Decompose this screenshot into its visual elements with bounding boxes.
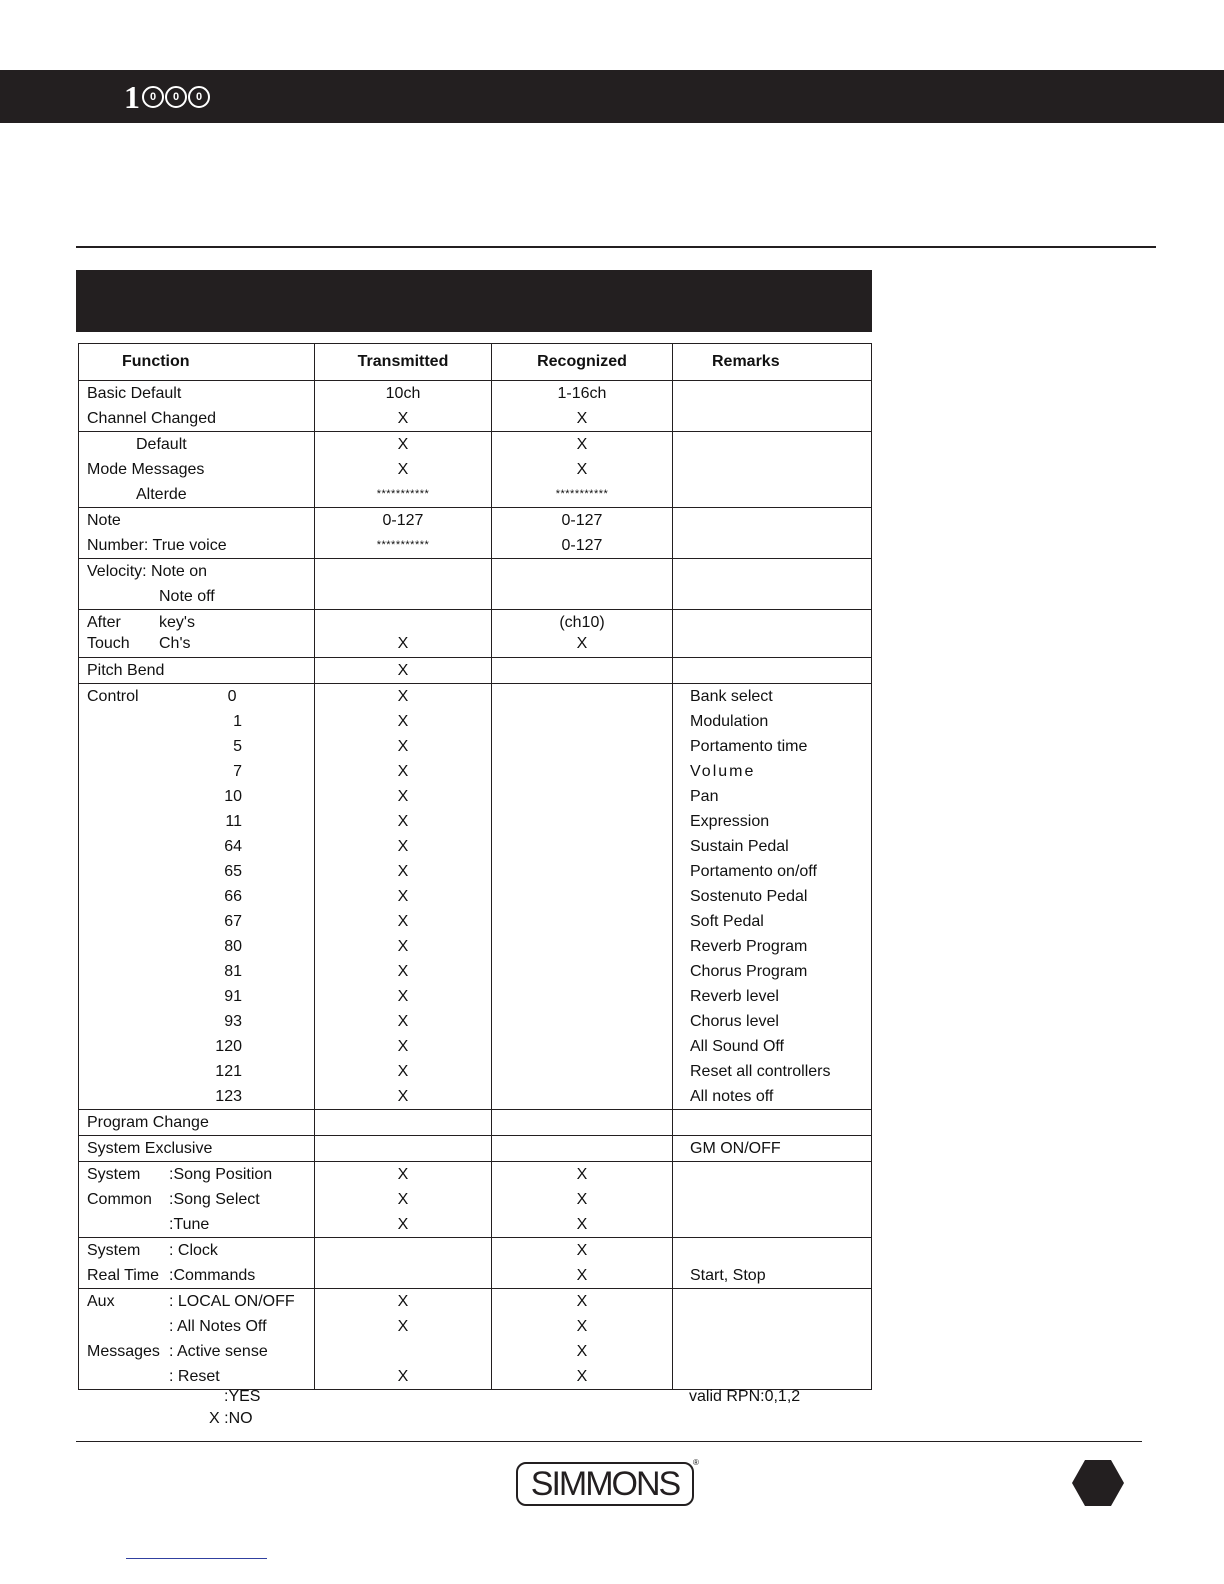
- rx-value: X: [576, 410, 588, 427]
- tx-value: X: [397, 1088, 409, 1105]
- product-logo: [124, 79, 210, 115]
- tx-value: X: [397, 1013, 409, 1030]
- rx-value: X: [576, 1267, 588, 1284]
- footer-link-rule: [126, 1558, 267, 1559]
- page-number-badge: [1072, 1460, 1124, 1506]
- row-label: System Exclusive: [87, 1140, 213, 1157]
- table-row-velocity: [79, 559, 872, 610]
- table-row-note-number: [79, 508, 872, 559]
- table-row-program-change: [79, 1110, 872, 1136]
- tx-value: X: [397, 1063, 409, 1080]
- tx-value: [315, 1339, 491, 1364]
- remark: All notes off: [690, 1088, 774, 1105]
- legend-rpn-note: valid RPN:0,1,2: [689, 1388, 801, 1405]
- control-number: 123: [215, 1088, 242, 1105]
- row-label: Basic Default: [87, 385, 182, 402]
- logo-ring: 0: [142, 86, 164, 108]
- tx-value: ***********: [376, 539, 430, 551]
- remark: [673, 1238, 871, 1263]
- rx-value: X: [576, 461, 588, 478]
- rx-value: X: [576, 1191, 588, 1208]
- rx-value: X: [576, 1216, 588, 1233]
- rx-value: ***********: [555, 488, 609, 500]
- tx-value: [315, 610, 491, 635]
- control-number: 11: [225, 813, 242, 830]
- rx-value: X: [576, 635, 588, 652]
- col-header-recognized: Recognized: [492, 344, 673, 381]
- row-label: After key's: [87, 614, 195, 631]
- tx-value: X: [397, 1191, 409, 1208]
- remark: All Sound Off: [690, 1038, 784, 1055]
- remark: Pan: [690, 788, 719, 805]
- control-number: 121: [215, 1063, 242, 1080]
- table-row-system-realtime: [79, 1238, 872, 1289]
- section-title-bar: [76, 270, 872, 332]
- remark: Reset all controllers: [690, 1063, 831, 1080]
- remark: Volume: [690, 763, 756, 780]
- rx-value: X: [576, 1242, 588, 1259]
- tx-value: X: [397, 662, 409, 679]
- tx-value: X: [397, 938, 409, 955]
- control-number: 81: [224, 963, 242, 980]
- control-number: 5: [233, 738, 242, 755]
- tx-value: X: [397, 838, 409, 855]
- tx-value: X: [397, 738, 409, 755]
- remark: Chorus level: [690, 1013, 779, 1030]
- brand-logo: SIMMONS: [516, 1462, 694, 1506]
- tx-value: X: [397, 1318, 409, 1335]
- header-bar: [0, 70, 1224, 123]
- row-label: System : Clock: [87, 1242, 218, 1259]
- row-label: Aux : LOCAL ON/OFF: [87, 1293, 295, 1310]
- control-number: 10: [224, 788, 242, 805]
- tx-value: 0-127: [382, 512, 424, 529]
- logo-ring: 0: [188, 86, 210, 108]
- row-label: Program Change: [87, 1114, 209, 1131]
- rx-value: X: [576, 1343, 588, 1360]
- tx-value: X: [397, 788, 409, 805]
- control-number: 66: [224, 888, 242, 905]
- remark: Portamento time: [690, 738, 808, 755]
- row-label: Note off: [159, 588, 215, 605]
- remark: Reverb Program: [690, 938, 808, 955]
- header-row: [79, 344, 872, 381]
- row-label: : Reset: [169, 1368, 220, 1385]
- tx-value: X: [397, 410, 409, 427]
- tx-value: 10ch: [385, 385, 421, 402]
- tx-value: X: [397, 863, 409, 880]
- remark: Reverb level: [690, 988, 779, 1005]
- remark: Start, Stop: [690, 1267, 766, 1284]
- tx-value: X: [397, 988, 409, 1005]
- row-label: Messages : Active sense: [87, 1343, 268, 1360]
- table-row-basic-channel: [79, 381, 872, 432]
- top-divider: [76, 246, 1156, 248]
- table-row-mode: [79, 432, 872, 508]
- rx-value: X: [576, 1293, 588, 1310]
- rx-value: 1-16ch: [557, 385, 607, 402]
- rx-value: (ch10): [559, 614, 605, 631]
- row-label: Common :Song Select: [87, 1191, 260, 1208]
- remark: Sostenuto Pedal: [690, 888, 808, 905]
- row-label: Velocity: Note on: [87, 563, 208, 580]
- tx-value: X: [397, 913, 409, 930]
- row-label: Channel Changed: [87, 410, 216, 427]
- row-label: Touch Ch's: [87, 635, 191, 652]
- row-label: Note: [87, 512, 121, 529]
- row-label: Real Time :Commands: [87, 1267, 256, 1284]
- table-row-pitch-bend: [79, 658, 872, 684]
- tx-value: X: [397, 713, 409, 730]
- control-number: 120: [215, 1038, 242, 1055]
- tx-value: X: [397, 1038, 409, 1055]
- table-row-aux-messages: [79, 1289, 872, 1390]
- tx-value: X: [397, 763, 409, 780]
- rx-value: 0-127: [561, 512, 603, 529]
- tx-value: X: [397, 461, 409, 478]
- tx-value: X: [397, 1166, 409, 1183]
- remark: Portamento on/off: [690, 863, 817, 880]
- rx-value: X: [576, 1368, 588, 1385]
- table-row-system-exclusive: [79, 1136, 872, 1162]
- table-row-control: [79, 684, 872, 1110]
- row-label: :Tune: [169, 1216, 210, 1233]
- bottom-divider: [76, 1441, 1142, 1442]
- control-number: 64: [224, 838, 242, 855]
- remark: Soft Pedal: [690, 913, 764, 930]
- col-header-remarks: Remarks: [673, 344, 872, 381]
- remark: Chorus Program: [690, 963, 808, 980]
- row-label: Number: True voice: [87, 537, 227, 554]
- control-number: 91: [224, 988, 242, 1005]
- tx-value: X: [397, 1216, 409, 1233]
- logo-ring: 0: [165, 86, 187, 108]
- registered-mark: ®: [693, 1458, 699, 1467]
- control-number: 67: [224, 913, 242, 930]
- tx-value: ***********: [376, 488, 430, 500]
- legend-no: X :NO: [209, 1410, 253, 1427]
- logo-digit: 1: [124, 79, 140, 115]
- row-label: Alterde: [136, 486, 187, 503]
- remark: Bank select: [690, 688, 773, 705]
- col-header-transmitted: Transmitted: [315, 344, 492, 381]
- tx-value: X: [397, 813, 409, 830]
- remark: Modulation: [690, 713, 769, 730]
- row-label: Mode Messages: [87, 461, 205, 478]
- rx-value: X: [576, 1318, 588, 1335]
- rx-value: X: [576, 1166, 588, 1183]
- remark: GM ON/OFF: [690, 1140, 781, 1157]
- control-number: 93: [224, 1013, 242, 1030]
- rx-value: 0-127: [561, 537, 603, 554]
- row-label: Default: [136, 436, 187, 453]
- tx-value: X: [397, 436, 409, 453]
- table-row-system-common: [79, 1162, 872, 1238]
- control-number: 7: [233, 763, 242, 780]
- row-label: Pitch Bend: [87, 662, 165, 679]
- remark: Sustain Pedal: [690, 838, 789, 855]
- tx-value: X: [397, 963, 409, 980]
- control-number: 65: [224, 863, 242, 880]
- control-number: 80: [224, 938, 242, 955]
- remark: Expression: [690, 813, 770, 830]
- row-label: Control: [87, 688, 139, 705]
- tx-value: X: [397, 1368, 409, 1385]
- rx-value: X: [576, 436, 588, 453]
- tx-value: X: [397, 888, 409, 905]
- control-number: Control 0: [87, 688, 237, 705]
- midi-implementation-table: [78, 343, 872, 1390]
- tx-value: X: [397, 688, 409, 705]
- control-number: 1: [233, 713, 242, 730]
- tx-value: X: [397, 1293, 409, 1310]
- row-label: : All Notes Off: [169, 1318, 267, 1335]
- table-row-aftertouch: [79, 610, 872, 658]
- col-header-function: Function: [79, 344, 315, 381]
- legend-yes: :YES: [224, 1388, 261, 1405]
- row-label: System :Song Position: [87, 1166, 273, 1183]
- tx-value: X: [397, 635, 409, 652]
